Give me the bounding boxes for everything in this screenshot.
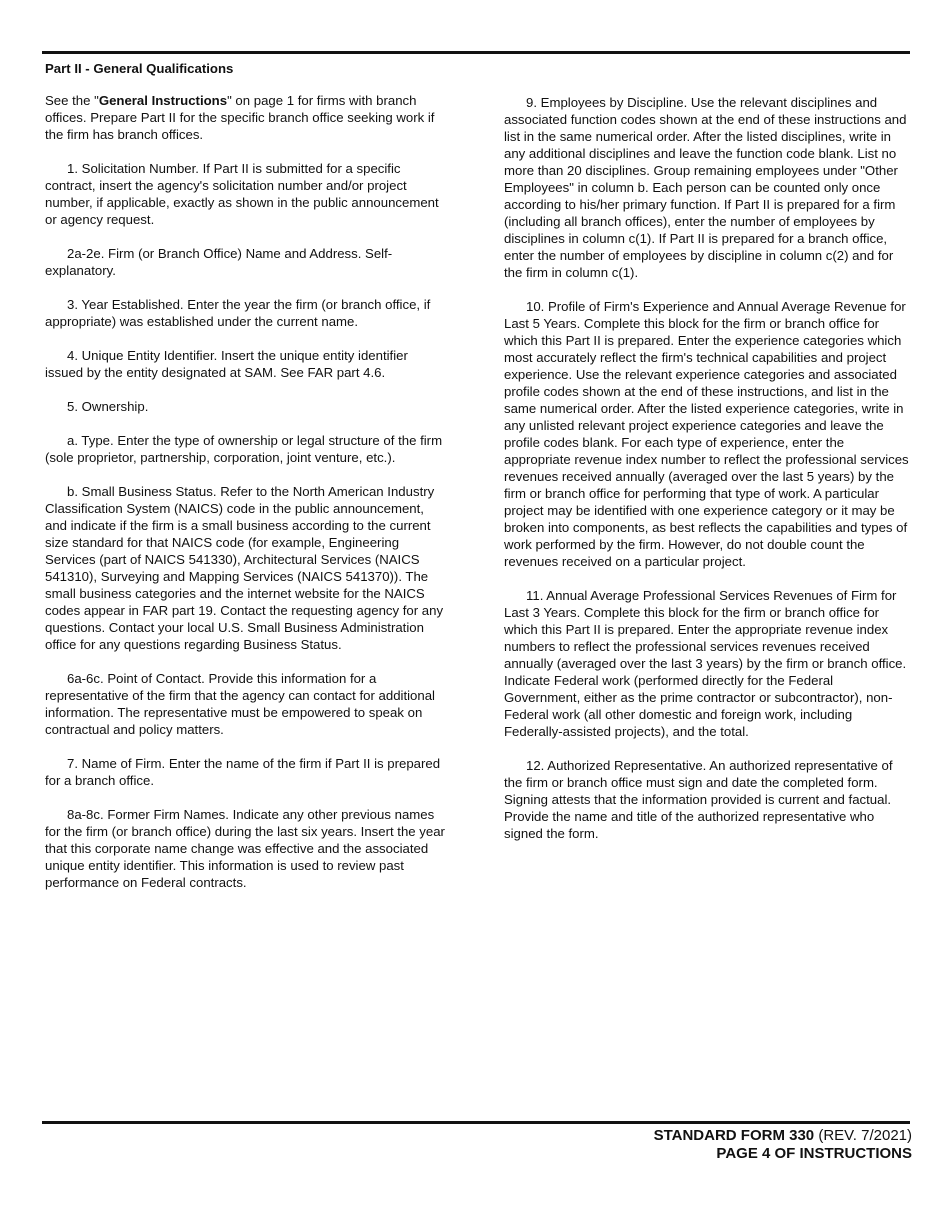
bottom-rule <box>42 1121 910 1124</box>
intro-post: " on page 1 for firms with branch offices. Prepare Part II for the specific branch office seeking work if the firm has branch offices. <box>45 93 435 142</box>
intro-bold: General Instructions <box>98 93 228 108</box>
item-3-year-established: 3. Year Established. Enter the year the firm (or branch office, if appropriate) was established under the current name. <box>45 297 431 329</box>
item-2-firm-name-address: 2a-2e. Firm (or Branch Office) Name and Address. Self-explanatory. <box>45 246 393 278</box>
item-6-point-of-contact: 6a-6c. Point of Contact. Provide this information for a representative of the firm that the agency can contact for additional information. The representative must be empowered to speak on contractual and policy matters. <box>45 671 435 737</box>
item-8-former-firm-names: 8a-8c. Former Firm Names. Indicate any other previous names for the firm (or branch office) during the last six years. Insert the year that this corporate name change was effective and the associated unique entity identifier. This information is used to review past performance on Federal contracts. <box>45 807 445 890</box>
section-title: Part II - General Qualifications <box>45 61 234 76</box>
right-column <box>504 94 910 859</box>
item-5b-small-business-status: b. Small Business Status. Refer to the North American Industry Classification System (NAICS) code in the public announcement, and indicate if the firm is a small business according to the current size standard for that NAICS code (for example, Engineering Services (part of NAICS 541330), Architectural Services (NAICS 541310), Surveying and Mapping Services (NAICS 541370)). The small business categories and the internet website for the NAICS codes appear in FAR part 19. Contact the requesting agency for any questions. Contact your local U.S. Small Business Administration office for any questions regarding Business Status. <box>45 484 444 652</box>
item-5-ownership: 5. Ownership. <box>67 399 149 414</box>
top-rule <box>42 51 910 54</box>
item-11-annual-average-revenues: 11. Annual Average Professional Services Revenues of Firm for Last 3 Years. Complete this block for the firm or branch office for which this Part II is prepared. Enter the appropriate revenue index numbers to reflect the professional services revenues received annually (averaged over the last 3 years) by the firm or branch office. Indicate Federal work (performed directly for the Federal Government, either as the prime contractor or subcontractor), non-Federal work (all other domestic and foreign work, including Federally-assisted projects), and the total. <box>504 588 907 739</box>
form-identifier <box>654 1127 912 1145</box>
item-5a-type: a. Type. Enter the type of ownership or legal structure of the firm (sole proprietor, partnership, corporation, joint venture, etc.). <box>45 433 443 465</box>
form-revision: (REV. 7/2021) <box>814 1127 912 1144</box>
item-1-solicitation-number: 1. Solicitation Number. If Part II is submitted for a specific contract, insert the agency's solicitation number and/or project number, if applicable, exactly as shown in the public announcement or agency request. <box>45 161 439 227</box>
page-number: PAGE 4 OF INSTRUCTIONS <box>716 1145 912 1162</box>
item-4-unique-entity-identifier: 4. Unique Entity Identifier. Insert the unique entity identifier issued by the entity designated at SAM. See FAR part 4.6. <box>45 348 408 380</box>
item-7-name-of-firm: 7. Name of Firm. Enter the name of the firm if Part II is prepared for a branch office. <box>45 756 441 788</box>
item-9-employees-by-discipline: 9. Employees by Discipline. Use the relevant disciplines and associated function codes shown at the end of these instructions and list in the same numerical order. After the listed disciplines, write in any additional disciplines and leave the function code blank. List no more than 20 disciplines. Group remaining employees under "Other Employees" in column b. Each person can be counted only once according to his/her primary function. If Part II is prepared for a firm (including all branch offices), enter the number of employees by disciplines in column c(1). If Part II is prepared for a branch office, enter the number of employees by discipline in column c(2) and for the firm in column c(1). <box>504 95 907 280</box>
item-10-profile-of-experience: 10. Profile of Firm's Experience and Annual Average Revenue for Last 5 Years. Complete this block for the firm or branch office for which this Part II is prepared. Enter the experience categories which most accurately reflect the firm's technical capabilities and project experience. Use the relevant experience categories and associated profile codes shown at the end of these instructions, and list in the same numerical order. After the listed experience categories, write in any unlisted relevant project experience categories and leave the profile codes blank. For each type of experience, enter the appropriate revenue index number to reflect the professional services revenues received annually (averaged over the last 5 years) by the firm or branch office for performing that type of work. A particular project may be identified with one experience category or it may be broken into components, as best reflects the capabilities and types of work performed by the firm. However, do not double count the revenues received on a particular project. <box>504 299 909 569</box>
intro-pre: See the " <box>45 93 99 108</box>
left-column <box>45 60 447 908</box>
item-12-authorized-representative: 12. Authorized Representative. An authorized representative of the firm or branch office must sign and date the completed form. Signing attests that the information provided is current and factual. Provide the name and title of the authorized representative who signed the form. <box>504 758 893 841</box>
intro-paragraph <box>45 92 447 143</box>
form-name: STANDARD FORM 330 <box>653 1127 815 1144</box>
form-footer <box>654 1127 912 1163</box>
